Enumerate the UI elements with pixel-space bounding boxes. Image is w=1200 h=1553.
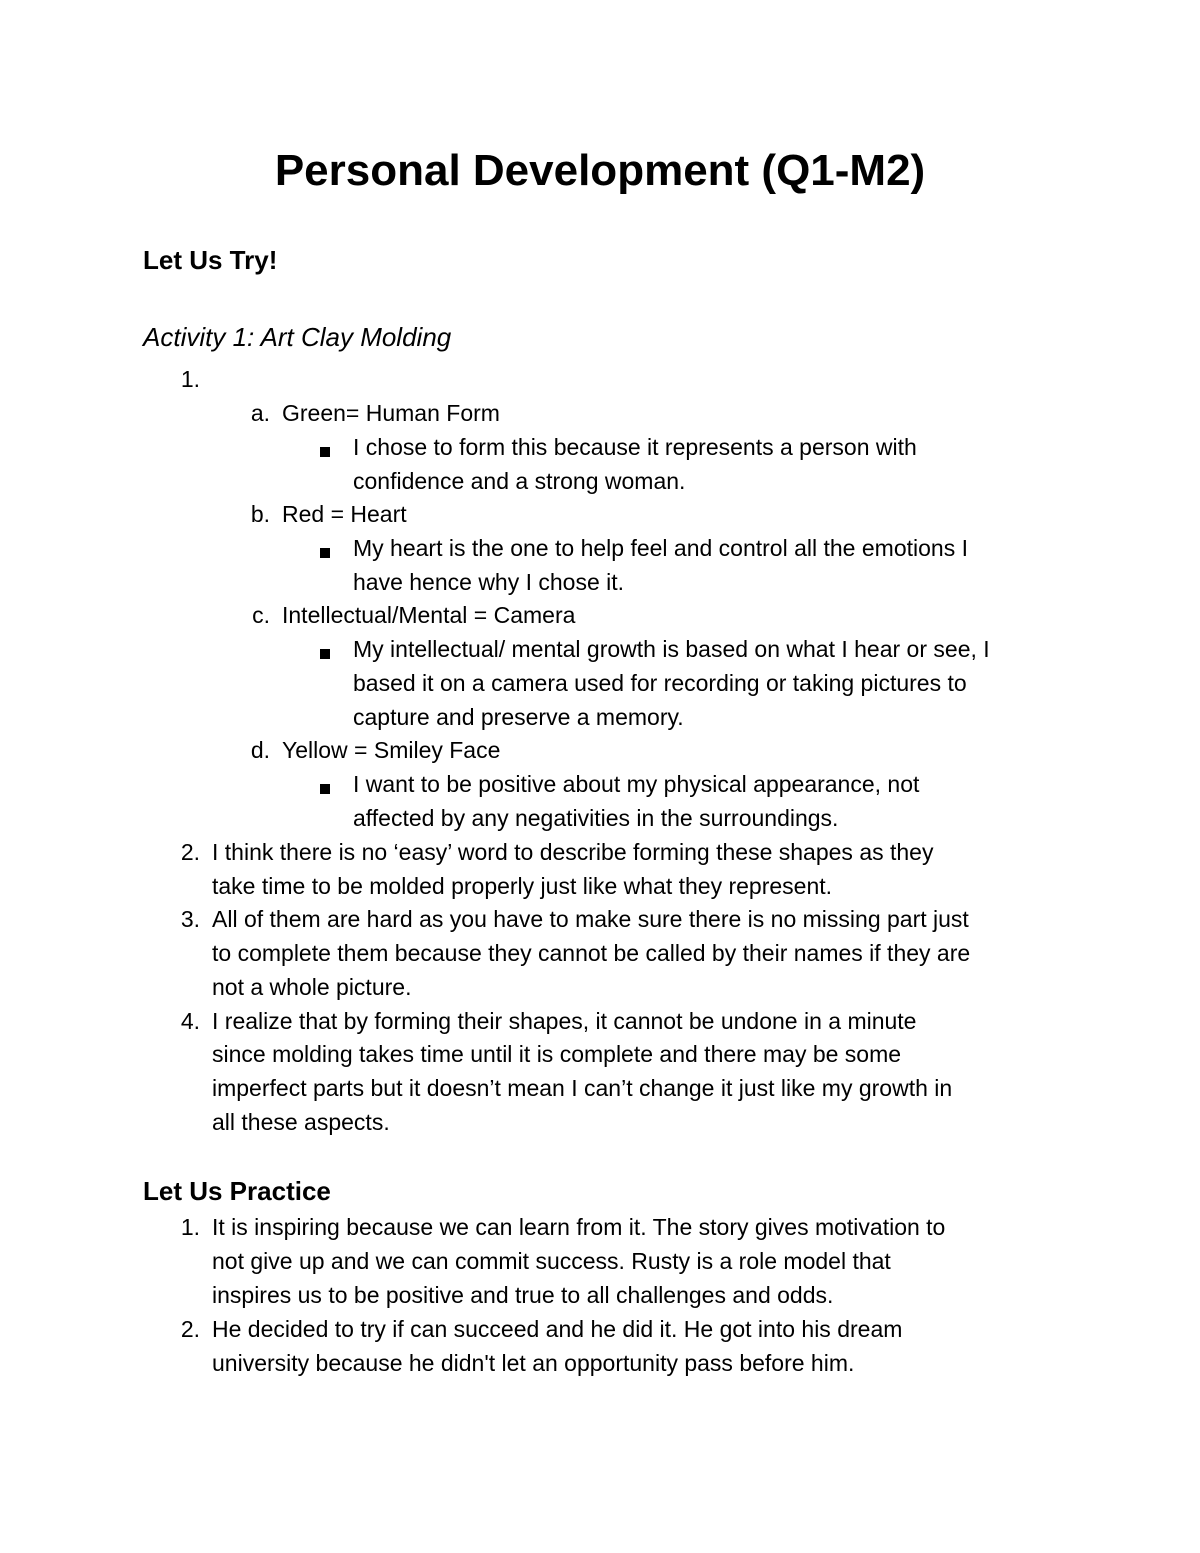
list-marker: 2. [180,839,200,865]
list-item-text: university because he didn't let an opportunity pass before him. [212,1350,855,1376]
square-bullet-icon [320,447,330,457]
square-bullet-icon [320,784,330,794]
activity-title: Activity 1: Art Clay Molding [143,322,452,352]
list-item-text: It is inspiring because we can learn from it. The story gives motivation to [212,1214,946,1240]
list-item-text: all these aspects. [212,1109,390,1135]
list-item-text: take time to be molded properly just like what they represent. [212,873,833,899]
sub-item-text: My heart is the one to help feel and control all the emotions I [353,535,968,561]
list-item-text: I realize that by forming their shapes, it cannot be undone in a minute [212,1008,917,1034]
page-title: Personal Development (Q1-M2) [274,146,926,195]
section-heading-try: Let Us Try! [143,245,278,275]
list-item-text: He decided to try if can succeed and he did it. He got into his dream [212,1316,903,1342]
list-marker: 1. [180,1214,200,1240]
list-item-text: not give up and we can commit success. Rusty is a role model that [212,1248,891,1274]
sub-item-label: Green= Human Form [282,400,500,426]
list-marker: 2. [180,1316,200,1342]
sub-item-text: confidence and a strong woman. [353,468,686,494]
list-marker: 4. [180,1008,200,1034]
list-item-text: not a whole picture. [212,974,412,1000]
section-heading-practice: Let Us Practice [143,1176,331,1206]
sub-item-text: capture and preserve a memory. [353,704,684,730]
sub-item-label: Yellow = Smiley Face [282,737,501,763]
list-marker: 3. [180,906,200,932]
list-item-text: imperfect parts but it doesn’t mean I can’t change it just like my growth in [212,1075,953,1101]
list-marker: 1. [180,366,200,392]
list-item-text: All of them are hard as you have to make sure there is no missing part just [212,906,969,932]
sub-item-text: affected by any negativities in the surroundings. [353,805,839,831]
sub-item-text: based it on a camera used for recording or taking pictures to [353,670,967,696]
square-bullet-icon [320,548,330,558]
list-item-text: to complete them because they cannot be called by their names if they are [212,940,971,966]
sub-item-marker: b. [250,501,270,527]
sub-item-text: have hence why I chose it. [353,569,625,595]
sub-item-label: Red = Heart [282,501,407,527]
sub-item-text: I want to be positive about my physical appearance, not [353,771,920,797]
sub-item-marker: a. [250,400,270,426]
list-item-text: inspires us to be positive and true to all challenges and odds. [212,1282,834,1308]
sub-item-text: My intellectual/ mental growth is based on what I hear or see, I [353,636,990,662]
sub-item-marker: d. [250,737,270,763]
sub-item-label: Intellectual/Mental = Camera [282,602,576,628]
square-bullet-icon [320,649,330,659]
sub-item-text: I chose to form this because it represents a person with [353,434,917,460]
list-item-text: I think there is no ‘easy’ word to describe forming these shapes as they [212,839,934,865]
sub-item-marker: c. [252,602,270,628]
list-item-text: since molding takes time until it is complete and there may be some [212,1041,902,1067]
